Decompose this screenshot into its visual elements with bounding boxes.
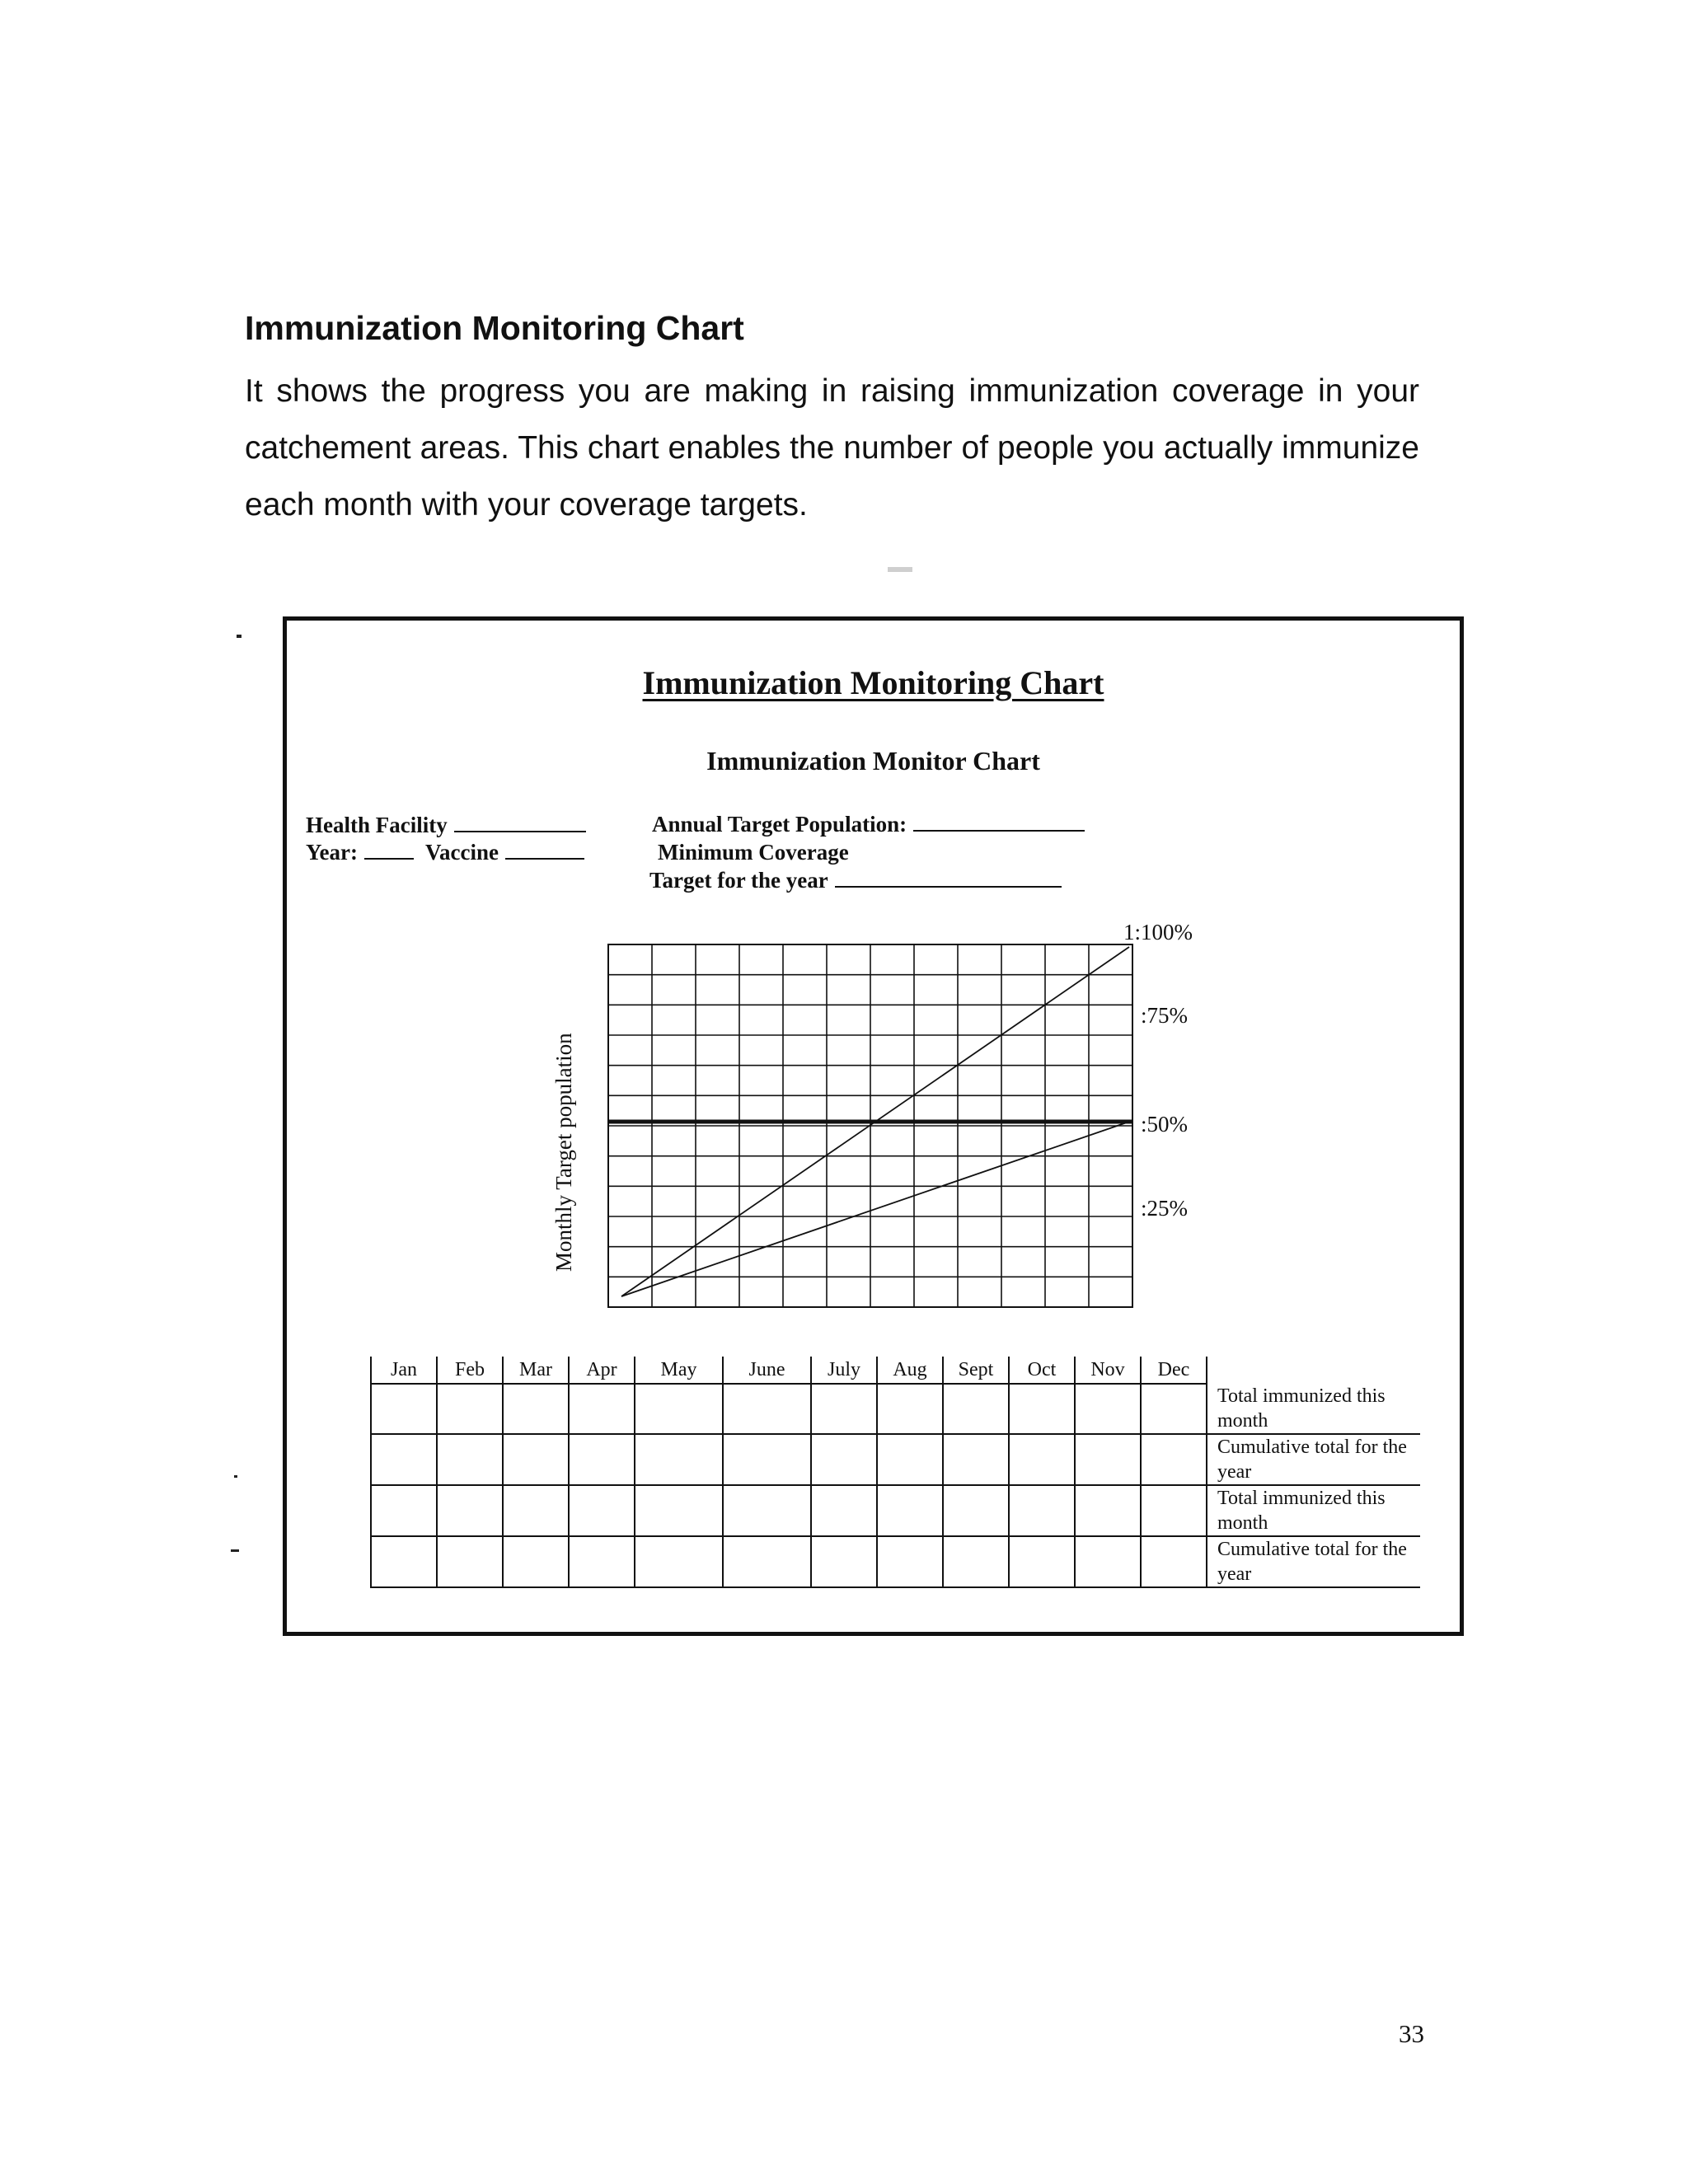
page-number: 33 [1399,2019,1424,2048]
entry-cell[interactable] [371,1536,437,1587]
row-label-header [1207,1357,1420,1384]
row-label: Cumulative total for the year [1207,1434,1420,1485]
y-axis-label: Monthly Target population [551,1033,576,1272]
intro-paragraph: It shows the progress you are making in raising immunization coverage in your catchement areas. This chart enables the number of people you actually immunize each month with your coverage targets. [245,373,1419,523]
entry-cell[interactable] [943,1485,1009,1536]
month-header-11: Dec [1141,1357,1207,1384]
monitoring-form [283,616,1464,1636]
table-row [371,1485,1420,1536]
month-header-1: Feb [437,1357,503,1384]
entry-cell[interactable] [877,1434,943,1485]
month-header-row [371,1357,1420,1384]
scan-artifact [237,635,241,638]
entry-cell[interactable] [1075,1485,1141,1536]
scan-artifact [888,567,912,572]
health-facility-label: Health Facility [306,813,448,837]
form-title: Immunization Monitoring Chart [642,664,1104,701]
entry-cell[interactable] [723,1485,811,1536]
entry-cell[interactable] [1141,1536,1207,1587]
scan-artifact [231,1549,239,1552]
coverage-chart [287,621,1460,1346]
entry-cell[interactable] [811,1485,877,1536]
entry-cell[interactable] [437,1434,503,1485]
entry-cell[interactable] [371,1485,437,1536]
entry-cell[interactable] [1141,1384,1207,1434]
entry-cell[interactable] [503,1434,569,1485]
target-line-1 [621,1122,1129,1296]
entry-cell[interactable] [877,1485,943,1536]
entry-cell[interactable] [1075,1434,1141,1485]
scan-artifact [234,1475,237,1478]
entry-cell[interactable] [371,1434,437,1485]
entry-cell[interactable] [723,1384,811,1434]
entry-cell[interactable] [437,1485,503,1536]
entry-cell[interactable] [943,1434,1009,1485]
monthly-table [370,1357,1420,1588]
entry-cell[interactable] [1141,1434,1207,1485]
month-header-2: Mar [503,1357,569,1384]
page-heading: Immunization Monitoring Chart [245,309,744,347]
pct-label-25: :25% [1141,1196,1188,1221]
entry-cell[interactable] [1141,1485,1207,1536]
vaccine-label: Vaccine [424,840,499,865]
entry-cell[interactable] [1075,1384,1141,1434]
entry-cell[interactable] [811,1434,877,1485]
entry-cell[interactable] [635,1485,723,1536]
entry-cell[interactable] [1075,1536,1141,1587]
entry-cell[interactable] [811,1536,877,1587]
entry-cell[interactable] [1009,1485,1075,1536]
pct-label-50: :50% [1141,1112,1188,1137]
target-year-label: Target for the year [649,868,828,893]
entry-cell[interactable] [569,1485,635,1536]
entry-cell[interactable] [503,1384,569,1434]
entry-cell[interactable] [371,1384,437,1434]
month-header-7: Aug [877,1357,943,1384]
annual-target-label: Annual Target Population: [652,812,907,837]
year-label: Year: [306,840,358,865]
entry-cell[interactable] [635,1434,723,1485]
row-label: Total immunized this month [1207,1485,1420,1536]
entry-cell[interactable] [635,1536,723,1587]
month-header-6: July [811,1357,877,1384]
row-label: Total immunized this month [1207,1384,1420,1434]
entry-cell[interactable] [723,1434,811,1485]
entry-cell[interactable] [437,1384,503,1434]
minimum-coverage-label: Minimum Coverage [658,840,849,865]
entry-cell[interactable] [569,1434,635,1485]
entry-cell[interactable] [943,1384,1009,1434]
entry-cell[interactable] [1009,1434,1075,1485]
month-header-9: Oct [1009,1357,1075,1384]
entry-cell[interactable] [569,1384,635,1434]
form-subtitle: Immunization Monitor Chart [706,746,1040,776]
table-row [371,1536,1420,1587]
entry-cell[interactable] [503,1485,569,1536]
row-label: Cumulative total for the year [1207,1536,1420,1587]
entry-cell[interactable] [877,1536,943,1587]
entry-cell[interactable] [943,1536,1009,1587]
entry-cell[interactable] [723,1536,811,1587]
month-header-0: Jan [371,1357,437,1384]
entry-cell[interactable] [437,1536,503,1587]
month-header-4: May [635,1357,723,1384]
entry-cell[interactable] [569,1536,635,1587]
table-row [371,1434,1420,1485]
entry-cell[interactable] [635,1384,723,1434]
month-header-10: Nov [1075,1357,1141,1384]
pct-label-100: 1:100% [1123,920,1193,944]
entry-cell[interactable] [503,1536,569,1587]
entry-cell[interactable] [1009,1536,1075,1587]
month-header-5: June [723,1357,811,1384]
month-header-8: Sept [943,1357,1009,1384]
entry-cell[interactable] [1009,1384,1075,1434]
entry-cell[interactable] [811,1384,877,1434]
month-header-3: Apr [569,1357,635,1384]
entry-cell[interactable] [877,1384,943,1434]
pct-label-75: :75% [1141,1003,1188,1028]
table-row [371,1384,1420,1434]
